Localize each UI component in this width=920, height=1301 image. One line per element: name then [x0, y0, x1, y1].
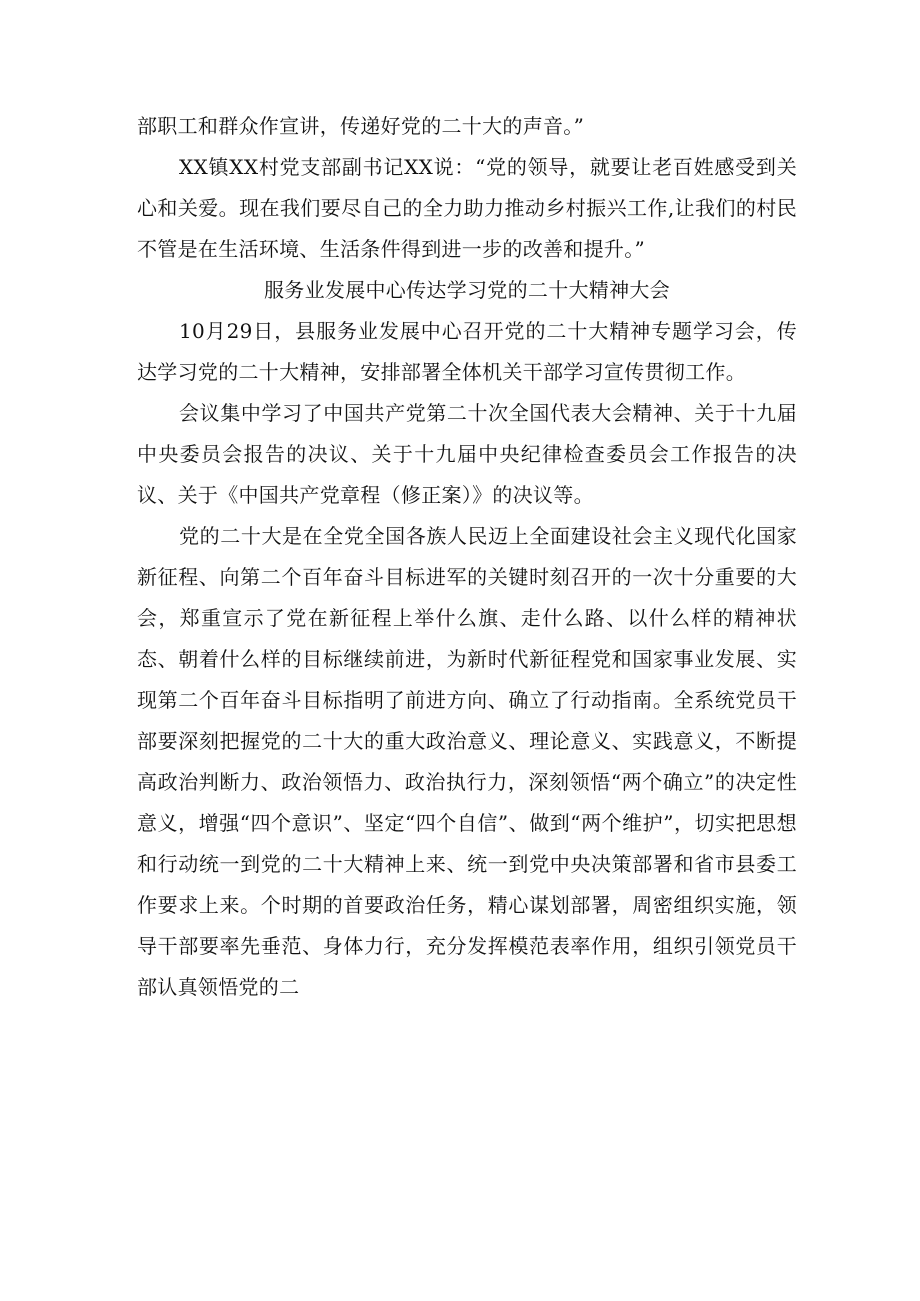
paragraph-4: 会议集中学习了中国共产党第二十次全国代表大会精神、关于十九届中央委员会报告的决议、关于十九届中央纪律检查委员会工作报告的决议、关于《中国共产党章程（修正案）》的决议等。 — [137, 401, 797, 507]
document-body — [137, 106, 797, 1008]
paragraph-3: 10月29日，县服务业发展中心召开党的二十大精神专题学习会，传达学习党的二十大精神，安排部署全体机关干部学习宣传贯彻工作。 — [137, 319, 797, 384]
paragraph-5: 党的二十大是在全党全国各族人民迈上全面建设社会主义现代化国家新征程、向第二个百年奋斗目标进军的关键时刻召开的一次十分重要的大会，郑重宣示了党在新征程上举什么旗、走什么路、以什么样的精神状态、朝着什么样的目标继续前进，为新时代新征程党和国家事业发展、实现第二个百年奋斗目标指明了前进方向、确立了行动指南。全系统党员干部要深刻把握党的二十大的重大政治意义、理论意义、实践意义，不断提高政治判断力、政治领悟力、政治执行力，深刻领悟“两个确立”的决定性意义，增强“四个意识”、坚定“四个自信”、做到“两个维护”，切实把思想和行动统一到党的二十大精神上来、统一到党中央决策部署和省市县委工作要求上来。个时期的首要政治任务，精心谋划部署，周密组织实施，领导干部要率先垂范、身体力行，充分发挥模范表率作用，组织引领党员干部认真领悟党的二 — [137, 524, 797, 999]
section-title: 服务业发展中心传达学习党的二十大精神大会 — [264, 278, 670, 302]
paragraph-2: XX镇XX村党支部副书记XX说：“党的领导，就要让老百姓感受到关心和关爱。现在我们要尽自己的全力助力推动乡村振兴工作,让我们的村民不管是在生活环境、生活条件得到进一步的改善和提升。” — [137, 155, 797, 261]
paragraph-1: 部职工和群众作宣讲，传递好党的二十大的声音。” — [137, 114, 585, 138]
